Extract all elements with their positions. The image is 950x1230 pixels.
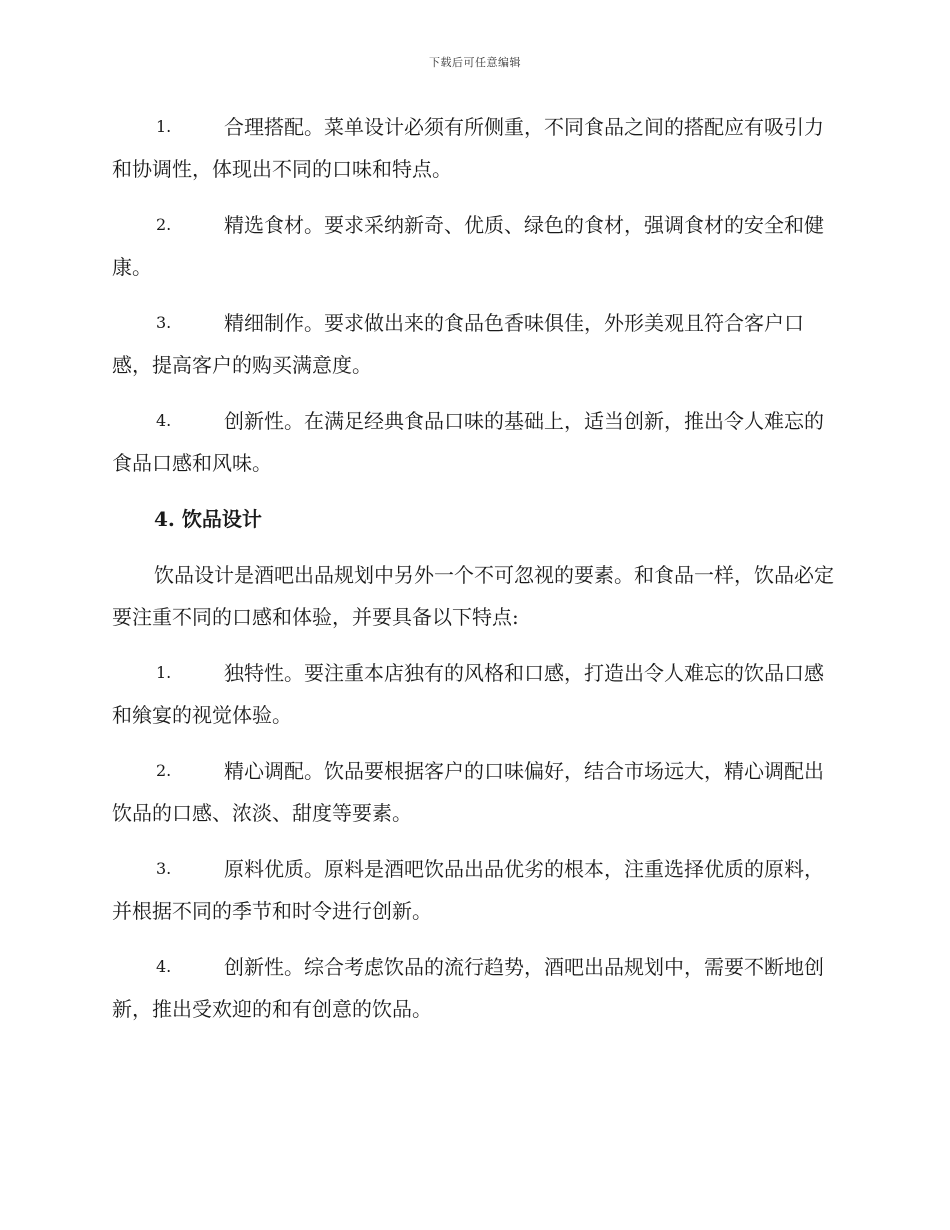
drink-list-item-2: [112, 750, 834, 834]
food-list-item-1: [112, 106, 834, 190]
list-item-text: 合理搭配。菜单设计必须有所侧重，不同食品之间的搭配应有吸引力和协调性，体现出不同的口味和特点。: [112, 115, 824, 181]
document-body: [112, 106, 834, 1044]
list-number: 2.: [156, 761, 172, 780]
list-number: 2.: [156, 215, 172, 234]
list-item-text: 精心调配。饮品要根据客户的口味偏好，结合市场远大，精心调配出饮品的口感、浓淡、甜度等要素。: [112, 759, 824, 825]
food-list-item-2: [112, 204, 834, 288]
list-number: 3.: [156, 313, 172, 332]
section-intro-paragraph: 饮品设计是酒吧出品规划中另外一个不可忽视的要素。和食品一样，饮品必定要注重不同的口感和体验，并要具备以下特点:: [112, 563, 834, 629]
section-heading: 4. 饮品设计: [154, 507, 262, 531]
list-item-text: 原料优质。原料是酒吧饮品出品优劣的根本，注重选择优质的原料，并根据不同的季节和时令进行创新。: [112, 857, 824, 923]
list-number: 4.: [156, 411, 172, 430]
list-number: 3.: [156, 859, 172, 878]
food-list-item-3: [112, 302, 834, 386]
list-item-text: 创新性。在满足经典食品口味的基础上，适当创新，推出令人难忘的食品口感和风味。: [112, 409, 824, 475]
list-item-text: 精细制作。要求做出来的食品色香味俱佳，外形美观且符合客户口感，提高客户的购买满意度。: [112, 311, 804, 377]
list-item-text: 独特性。要注重本店独有的风格和口感，打造出令人难忘的饮品口感和飨宴的视觉体验。: [112, 661, 824, 727]
food-list-item-4: [112, 400, 834, 484]
page-header: 下载后可任意编辑: [429, 56, 521, 69]
list-number: 1.: [156, 663, 172, 682]
drink-list-item-3: [112, 848, 834, 932]
drink-list-item-4: [112, 946, 834, 1030]
list-item-text: 精选食材。要求采纳新奇、优质、绿色的食材，强调食材的安全和健康。: [112, 213, 824, 279]
list-number: 1.: [156, 117, 172, 136]
list-item-text: 创新性。综合考虑饮品的流行趋势，酒吧出品规划中，需要不断地创新，推出受欢迎的和有创意的饮品。: [112, 955, 824, 1021]
list-number: 4.: [156, 957, 172, 976]
drink-list-item-1: [112, 652, 834, 736]
